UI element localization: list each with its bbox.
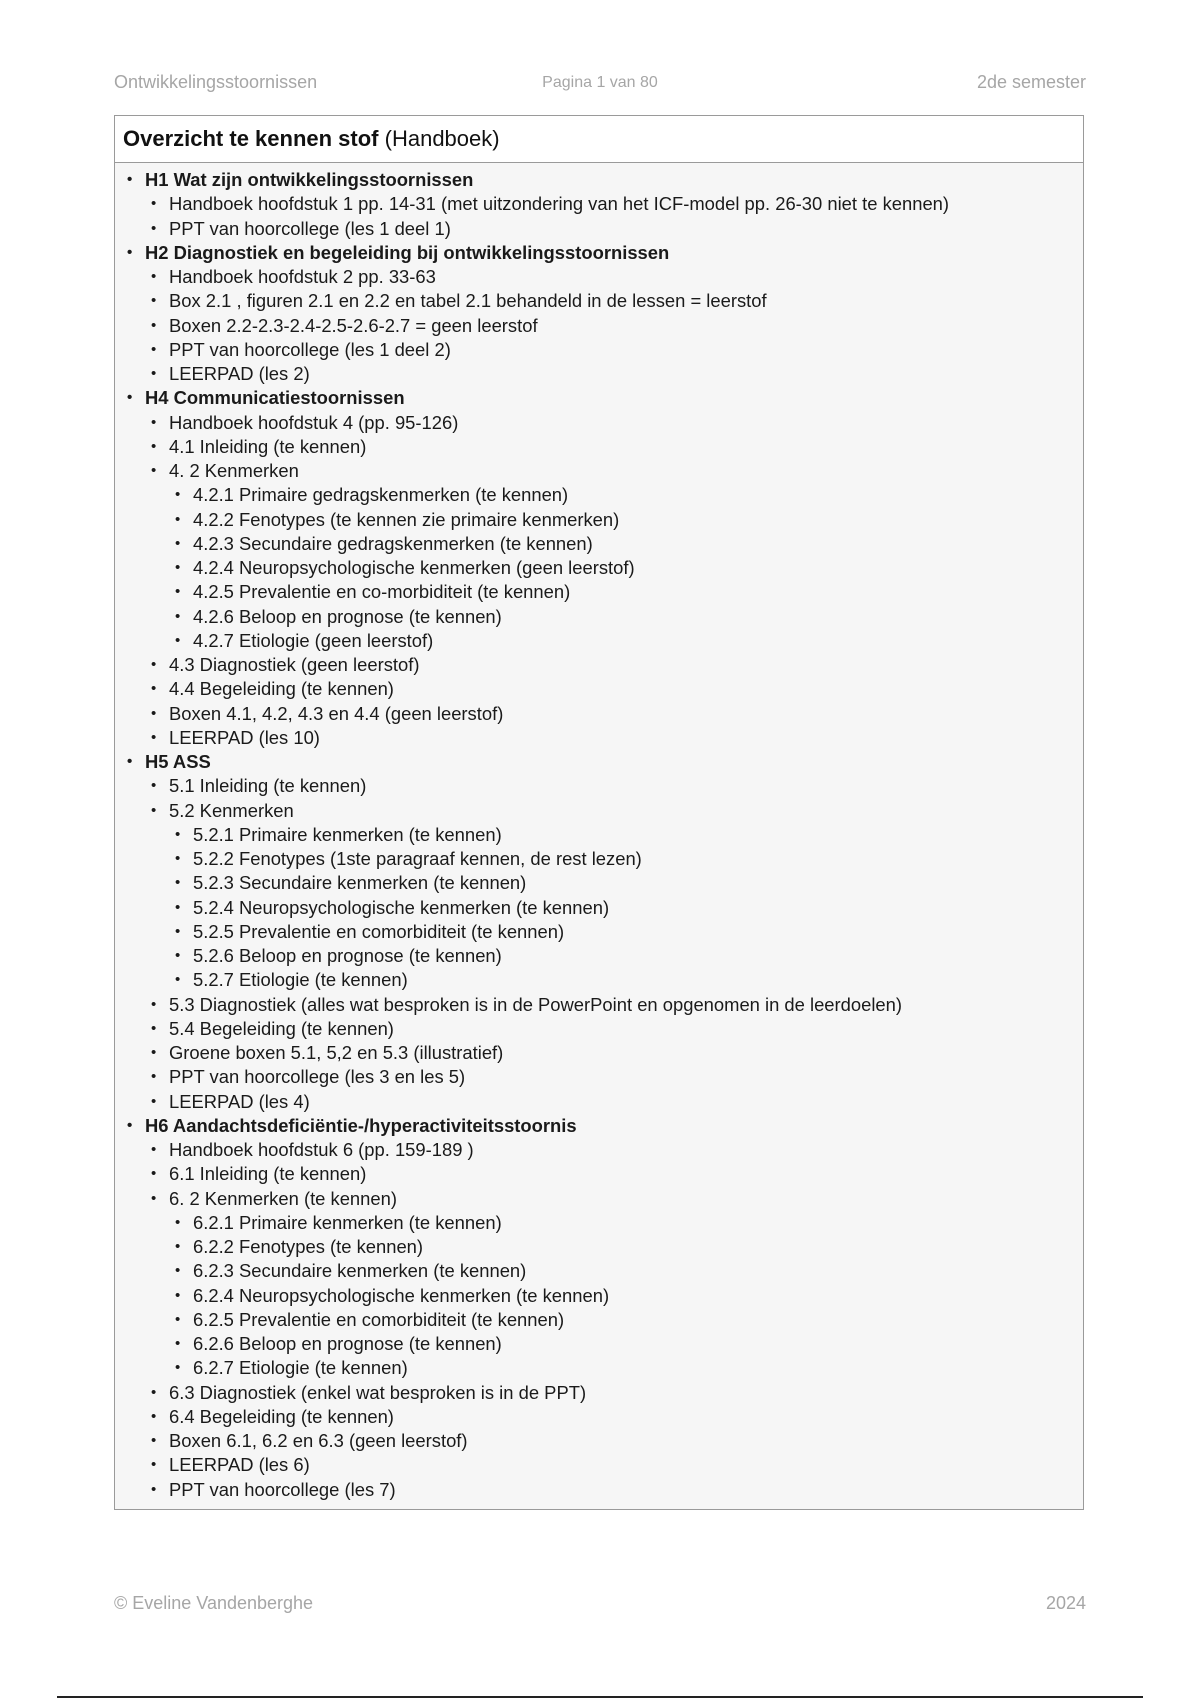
header-semester: 2de semester [976, 72, 1086, 92]
list-item: • 4.1 Inleiding (te kennen) [115, 435, 1083, 459]
chapter-heading: • H2 Diagnostiek en begeleiding bij ontwikkelingsstoornissen [115, 241, 1083, 265]
list-item: • PPT van hoorcollege (les 3 en les 5) [115, 1065, 1083, 1089]
list-item: • PPT van hoorcollege (les 1 deel 1) [115, 217, 1083, 241]
page-header [114, 72, 1086, 96]
sub-list-item: • 6.2.1 Primaire kenmerken (te kennen) [115, 1211, 1083, 1235]
list-item: • Handboek hoofdstuk 2 pp. 33-63 [115, 265, 1083, 289]
list-item: • 6.1 Inleiding (te kennen) [115, 1162, 1083, 1186]
chapter-heading: • H5 ASS [115, 750, 1083, 774]
page-footer [114, 1593, 1086, 1617]
list-item: • 5.3 Diagnostiek (alles wat besproken is in de PowerPoint en opgenomen in de leerdoelen) [115, 993, 1083, 1017]
list-item: • 6.4 Begeleiding (te kennen) [115, 1405, 1083, 1429]
sub-list-item: • 4.2.3 Secundaire gedragskenmerken (te kennen) [115, 532, 1083, 556]
study-material-box [114, 115, 1084, 1510]
list-item: • Handboek hoofdstuk 6 (pp. 159-189 ) [115, 1138, 1083, 1162]
sub-list-item: • 5.2.4 Neuropsychologische kenmerken (te kennen) [115, 896, 1083, 920]
sub-list-item: • 4.2.1 Primaire gedragskenmerken (te kennen) [115, 483, 1083, 507]
list-item: • LEERPAD (les 10) [115, 726, 1083, 750]
sub-list-item: • 4.2.2 Fenotypes (te kennen zie primaire kenmerken) [115, 508, 1083, 532]
list-item: • LEERPAD (les 2) [115, 362, 1083, 386]
sub-list-item: • 4.2.6 Beloop en prognose (te kennen) [115, 605, 1083, 629]
list-item: • 4.4 Begeleiding (te kennen) [115, 677, 1083, 701]
box-title-suffix: (Handboek) [378, 126, 500, 151]
list-item: • 5.4 Begeleiding (te kennen) [115, 1017, 1083, 1041]
header-course-title: Ontwikkelingsstoornissen [114, 72, 318, 92]
list-item: • LEERPAD (les 6) [115, 1453, 1083, 1477]
box-title-bold: Overzicht te kennen stof [123, 126, 379, 151]
box-title [115, 116, 1083, 163]
sub-list-item: • 5.2.7 Etiologie (te kennen) [115, 968, 1083, 992]
bottom-rule [57, 1696, 1143, 1698]
sub-list-item: • 4.2.7 Etiologie (geen leerstof) [115, 629, 1083, 653]
list-item: • Handboek hoofdstuk 1 pp. 14-31 (met uitzondering van het ICF-model pp. 26-30 niet te kennen) [115, 192, 1083, 216]
list-item: • PPT van hoorcollege (les 7) [115, 1478, 1083, 1502]
sub-list-item: • 6.2.7 Etiologie (te kennen) [115, 1356, 1083, 1380]
footer-year: 2024 [1045, 1593, 1086, 1613]
box-body [115, 163, 1083, 1502]
sub-list-item: • 6.2.2 Fenotypes (te kennen) [115, 1235, 1083, 1259]
list-item: • 5.1 Inleiding (te kennen) [115, 774, 1083, 798]
list-item: • PPT van hoorcollege (les 1 deel 2) [115, 338, 1083, 362]
list-item: • 4. 2 Kenmerken [115, 459, 1083, 483]
footer-copyright: © Eveline Vandenberghe [114, 1593, 314, 1613]
list-item: • 6.3 Diagnostiek (enkel wat besproken is in de PPT) [115, 1381, 1083, 1405]
list-item: • Groene boxen 5.1, 5,2 en 5.3 (illustratief) [115, 1041, 1083, 1065]
sub-list-item: • 4.2.4 Neuropsychologische kenmerken (geen leerstof) [115, 556, 1083, 580]
list-item: • LEERPAD (les 4) [115, 1090, 1083, 1114]
chapter-heading: • H4 Communicatiestoornissen [115, 386, 1083, 410]
sub-list-item: • 5.2.5 Prevalentie en comorbiditeit (te kennen) [115, 920, 1083, 944]
sub-list-item: • 5.2.3 Secundaire kenmerken (te kennen) [115, 871, 1083, 895]
sub-list-item: • 5.2.2 Fenotypes (1ste paragraaf kennen, de rest lezen) [115, 847, 1083, 871]
chapter-heading: • H1 Wat zijn ontwikkelingsstoornissen [115, 168, 1083, 192]
sub-list-item: • 5.2.1 Primaire kenmerken (te kennen) [115, 823, 1083, 847]
list-item: • 5.2 Kenmerken [115, 799, 1083, 823]
list-item: • Boxen 2.2-2.3-2.4-2.5-2.6-2.7 = geen leerstof [115, 314, 1083, 338]
sub-list-item: • 6.2.4 Neuropsychologische kenmerken (te kennen) [115, 1284, 1083, 1308]
list-item: • Box 2.1 , figuren 2.1 en 2.2 en tabel 2.1 behandeld in de lessen = leerstof [115, 289, 1083, 313]
list-item: • Handboek hoofdstuk 4 (pp. 95-126) [115, 411, 1083, 435]
sub-list-item: • 6.2.6 Beloop en prognose (te kennen) [115, 1332, 1083, 1356]
chapter-heading: • H6 Aandachtsdeficiëntie-/hyperactiviteitsstoornis [115, 1114, 1083, 1138]
list-item: • 6. 2 Kenmerken (te kennen) [115, 1187, 1083, 1211]
list-item: • 4.3 Diagnostiek (geen leerstof) [115, 653, 1083, 677]
list-item: • Boxen 4.1, 4.2, 4.3 en 4.4 (geen leerstof) [115, 702, 1083, 726]
sub-list-item: • 6.2.5 Prevalentie en comorbiditeit (te kennen) [115, 1308, 1083, 1332]
list-item: • Boxen 6.1, 6.2 en 6.3 (geen leerstof) [115, 1429, 1083, 1453]
sub-list-item: • 6.2.3 Secundaire kenmerken (te kennen) [115, 1259, 1083, 1283]
study-material-list [115, 168, 1083, 1502]
sub-list-item: • 4.2.5 Prevalentie en co-morbiditeit (te kennen) [115, 580, 1083, 604]
sub-list-item: • 5.2.6 Beloop en prognose (te kennen) [115, 944, 1083, 968]
header-page-number: Pagina 1 van 80 [542, 74, 658, 91]
